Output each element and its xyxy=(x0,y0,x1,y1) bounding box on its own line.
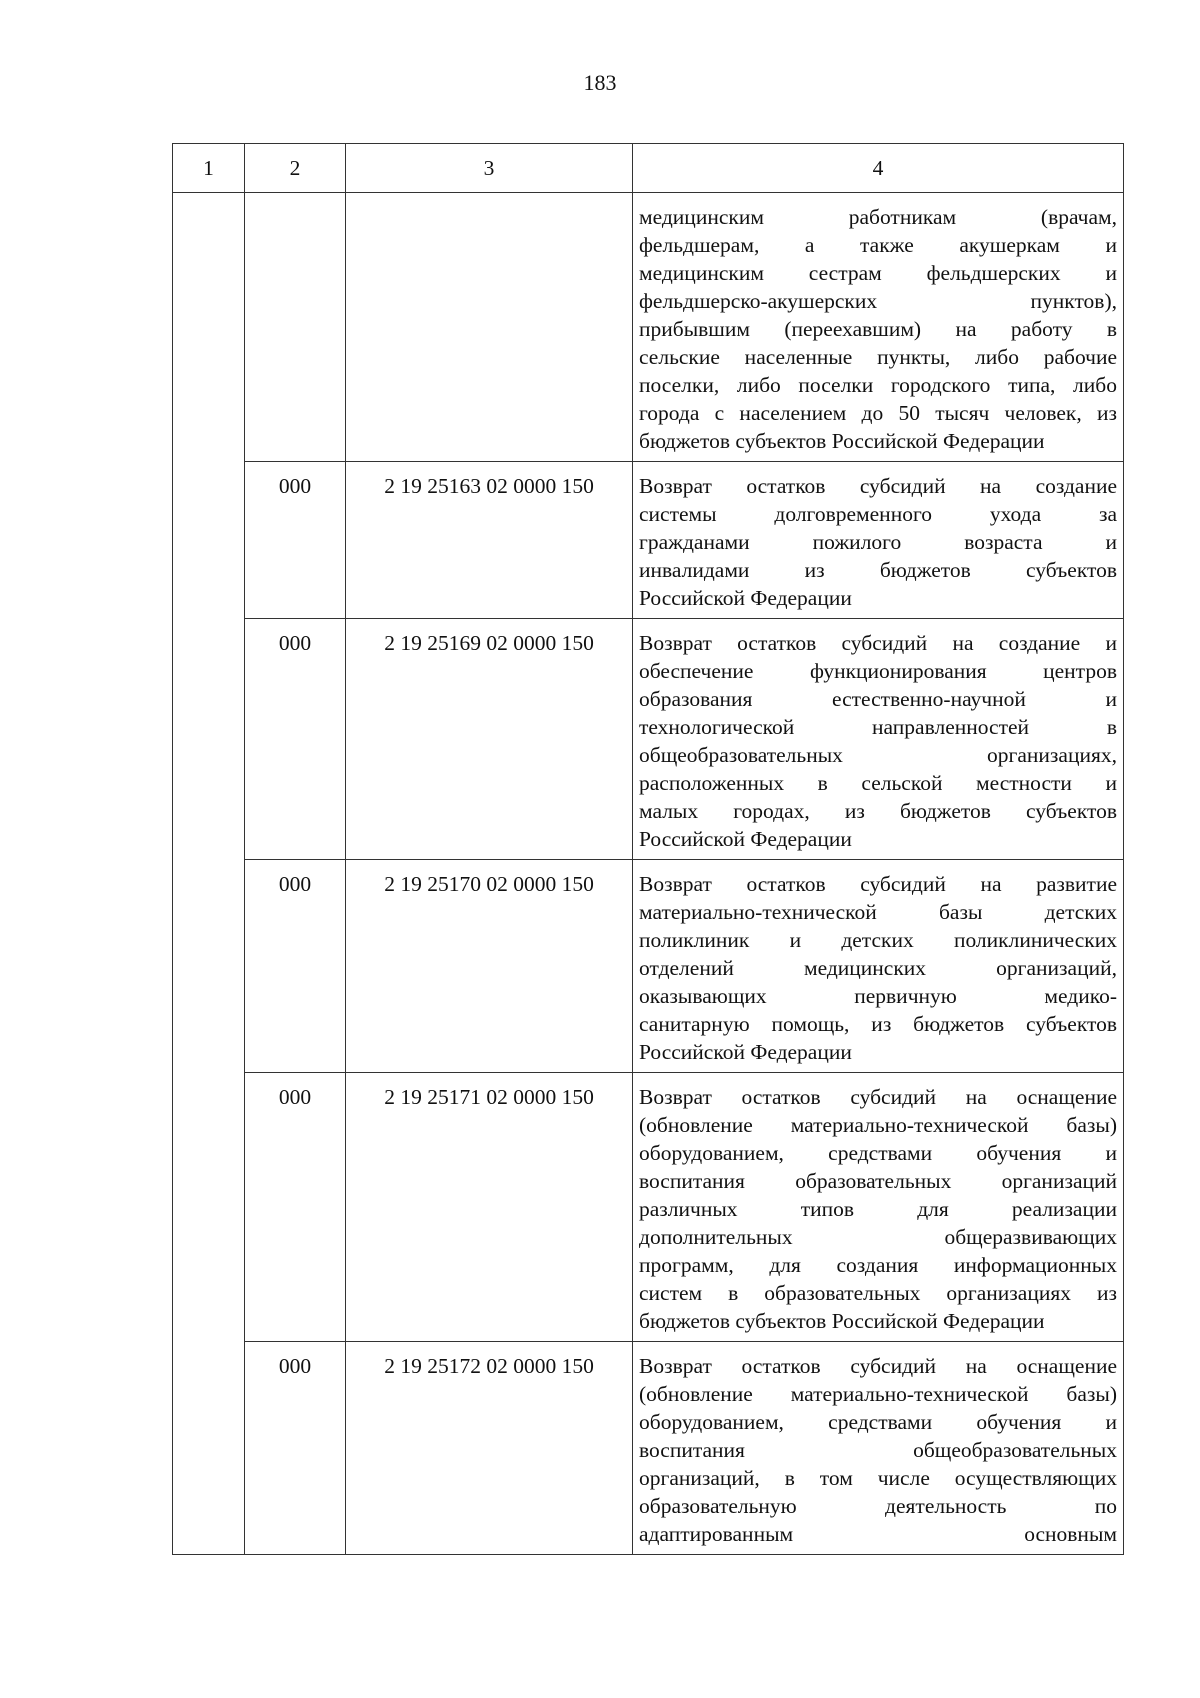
description-line: дополнительных общеразвивающих xyxy=(639,1225,1117,1249)
budget-code-cell: 2 19 25163 02 0000 150 xyxy=(346,462,633,619)
description-line: фельдшерам, а также акушеркам и xyxy=(639,233,1117,257)
description-line: общеобразовательных организациях, xyxy=(639,743,1117,767)
description-cell xyxy=(633,1073,1124,1342)
description-line: воспитания образовательных организаций xyxy=(639,1169,1117,1193)
description-line: материально-технической базы детских xyxy=(639,900,1117,924)
description-line: образования естественно-научной и xyxy=(639,687,1117,711)
budget-code-cell: 2 19 25170 02 0000 150 xyxy=(346,860,633,1073)
column-1-cell xyxy=(173,193,245,1555)
description-line: Российской Федерации xyxy=(639,827,852,851)
admin-code-cell: 000 xyxy=(245,860,346,1073)
description-line: (обновление материально-технической базы) xyxy=(639,1382,1117,1406)
description-line: медицинским сестрам фельдшерских и xyxy=(639,261,1117,285)
description-cell xyxy=(633,193,1124,462)
budget-codes-table xyxy=(172,143,1124,1555)
description-line: Возврат остатков субсидий на создание и xyxy=(639,631,1117,655)
table-row xyxy=(173,462,1124,619)
description-line: Возврат остатков субсидий на развитие xyxy=(639,872,1117,896)
table-row xyxy=(173,1073,1124,1342)
admin-code-cell: 000 xyxy=(245,1342,346,1555)
description-line: медицинским работникам (врачам, xyxy=(639,205,1117,229)
description-line: оборудованием, средствами обучения и xyxy=(639,1141,1117,1165)
description-line: Возврат остатков субсидий на создание xyxy=(639,474,1117,498)
description-line: поликлиник и детских поликлинических xyxy=(639,928,1117,952)
budget-code-cell: 2 19 25171 02 0000 150 xyxy=(346,1073,633,1342)
header-col-1: 1 xyxy=(173,144,245,193)
admin-code-cell: 000 xyxy=(245,462,346,619)
description-line: Возврат остатков субсидий на оснащение xyxy=(639,1354,1117,1378)
table-row xyxy=(173,1342,1124,1555)
description-line: воспитания общеобразовательных xyxy=(639,1438,1117,1462)
description-line: города с населением до 50 тысяч человек, из xyxy=(639,401,1117,425)
admin-code-cell: 000 xyxy=(245,1073,346,1342)
description-line: инвалидами из бюджетов субъектов xyxy=(639,558,1117,582)
description-cell xyxy=(633,462,1124,619)
description-line: гражданами пожилого возраста и xyxy=(639,530,1117,554)
description-line: Российской Федерации xyxy=(639,586,852,610)
table-row xyxy=(173,193,1124,462)
description-line: малых городах, из бюджетов субъектов xyxy=(639,799,1117,823)
admin-code-cell xyxy=(245,193,346,462)
description-line: систем в образовательных организациях из xyxy=(639,1281,1117,1305)
header-col-4: 4 xyxy=(633,144,1124,193)
description-line: Российской Федерации xyxy=(639,1040,852,1064)
header-col-2: 2 xyxy=(245,144,346,193)
budget-code-cell: 2 19 25172 02 0000 150 xyxy=(346,1342,633,1555)
description-line: программ, для создания информационных xyxy=(639,1253,1117,1277)
description-line: различных типов для реализации xyxy=(639,1197,1117,1221)
description-line: оказывающих первичную медико- xyxy=(639,984,1117,1008)
description-line: образовательную деятельность по xyxy=(639,1494,1117,1518)
description-line: Возврат остатков субсидий на оснащение xyxy=(639,1085,1117,1109)
table-row xyxy=(173,860,1124,1073)
header-row xyxy=(173,144,1124,193)
table-body xyxy=(173,193,1124,1555)
description-line: (обновление материально-технической базы) xyxy=(639,1113,1117,1137)
description-line: оборудованием, средствами обучения и xyxy=(639,1410,1117,1434)
description-line: системы долговременного ухода за xyxy=(639,502,1117,526)
budget-code-cell: 2 19 25169 02 0000 150 xyxy=(346,619,633,860)
admin-code-cell: 000 xyxy=(245,619,346,860)
description-line: технологической направленностей в xyxy=(639,715,1117,739)
description-line: сельские населенные пункты, либо рабочие xyxy=(639,345,1117,369)
budget-code-cell xyxy=(346,193,633,462)
description-cell xyxy=(633,1342,1124,1555)
description-line: поселки, либо поселки городского типа, либо xyxy=(639,373,1117,397)
description-line: организаций, в том числе осуществляющих xyxy=(639,1466,1117,1490)
description-line: санитарную помощь, из бюджетов субъектов xyxy=(639,1012,1117,1036)
description-cell xyxy=(633,860,1124,1073)
table-row xyxy=(173,619,1124,860)
description-line: фельдшерско-акушерских пунктов), xyxy=(639,289,1117,313)
description-line: адаптированным основным xyxy=(639,1522,1117,1546)
description-line: расположенных в сельской местности и xyxy=(639,771,1117,795)
description-line: бюджетов субъектов Российской Федерации xyxy=(639,429,1045,453)
description-line: обеспечение функционирования центров xyxy=(639,659,1117,683)
description-cell xyxy=(633,619,1124,860)
header-col-3: 3 xyxy=(346,144,633,193)
page-number: 183 xyxy=(583,70,617,95)
description-line: бюджетов субъектов Российской Федерации xyxy=(639,1309,1045,1333)
description-line: прибывшим (переехавшим) на работу в xyxy=(639,317,1117,341)
table-header xyxy=(173,144,1124,193)
description-line: отделений медицинских организаций, xyxy=(639,956,1117,980)
